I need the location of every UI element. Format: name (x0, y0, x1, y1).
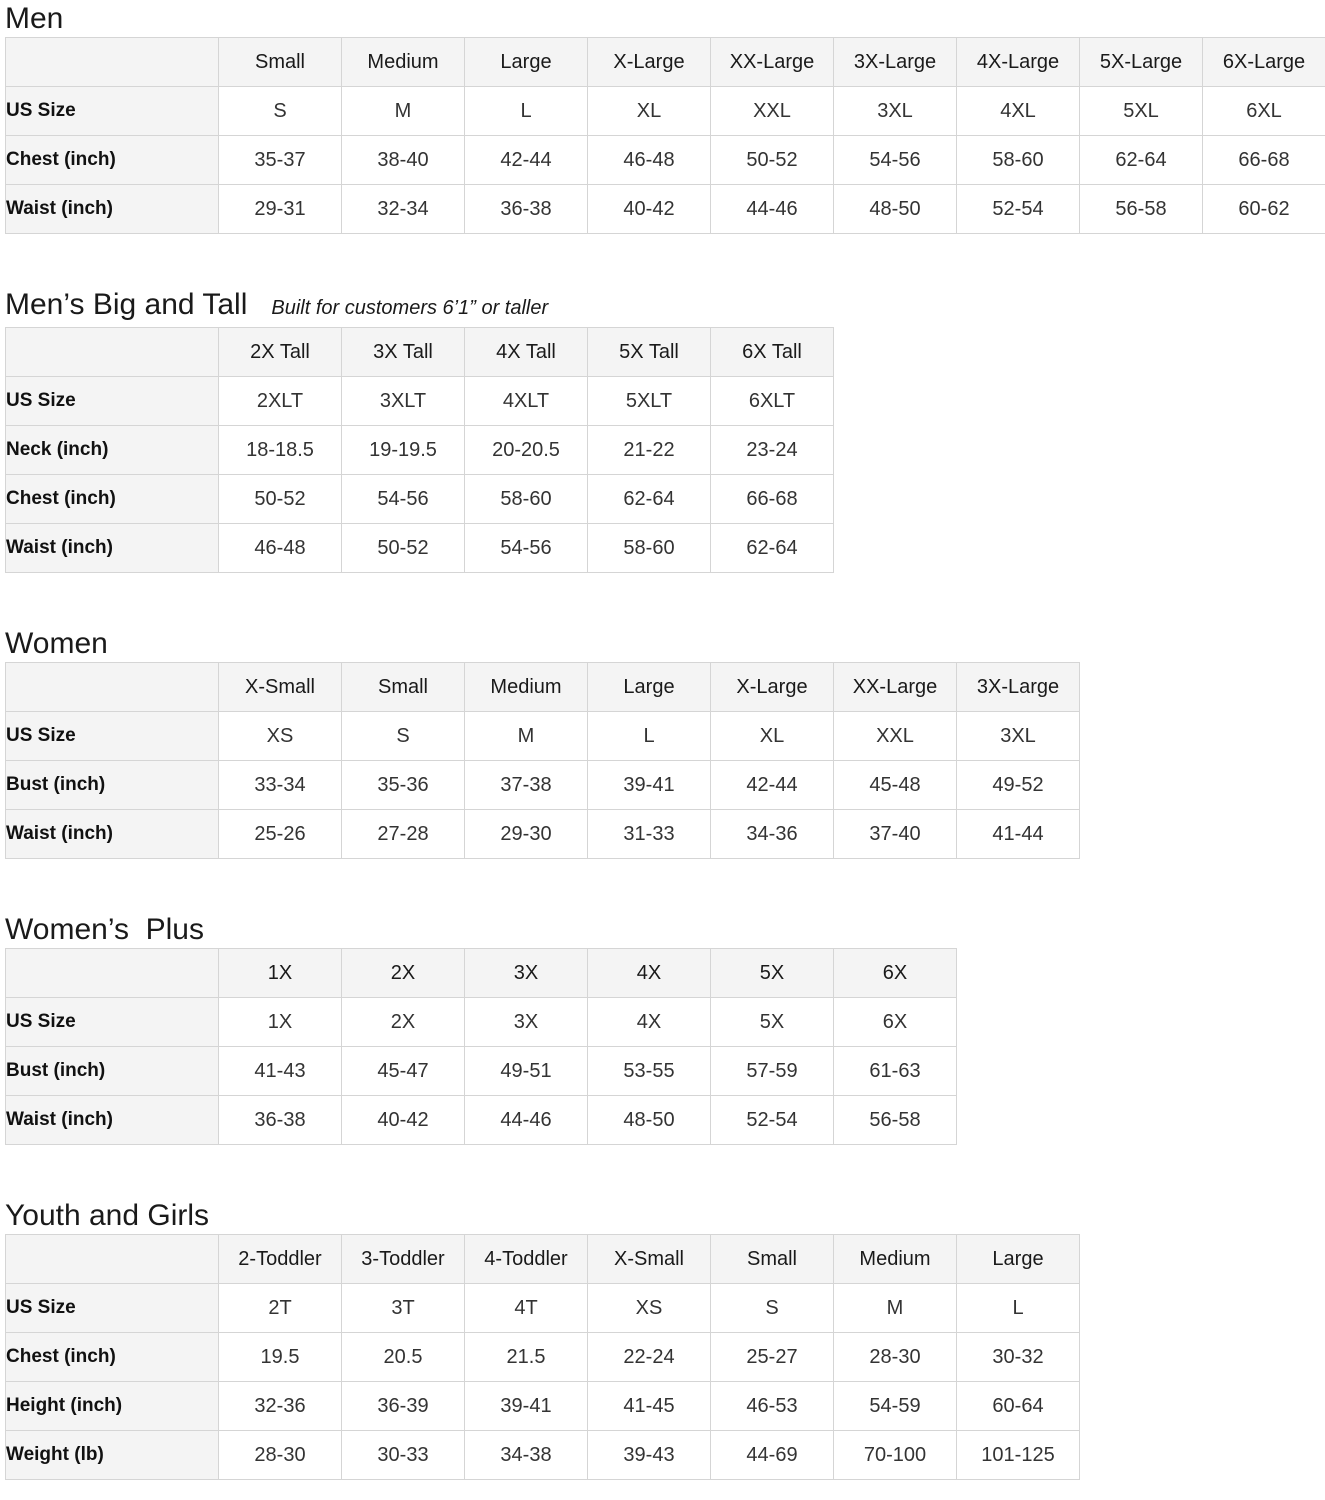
table-row (6, 377, 834, 426)
size-value-cell: 35-36 (342, 761, 465, 810)
size-value-cell: S (342, 712, 465, 761)
header-row (6, 663, 1080, 712)
column-header: XX-Large (834, 663, 957, 712)
size-value-cell: 32-36 (219, 1382, 342, 1431)
size-value-cell: 46-53 (711, 1382, 834, 1431)
size-value-cell: 34-36 (711, 810, 834, 859)
header-row (6, 1235, 1080, 1284)
column-header: 2X Tall (219, 328, 342, 377)
men-table (5, 37, 1325, 234)
row-label: Waist (inch) (6, 185, 219, 234)
row-label: Weight (lb) (6, 1431, 219, 1480)
size-value-cell: 46-48 (588, 136, 711, 185)
column-header: X-Large (711, 663, 834, 712)
column-header: XX-Large (711, 38, 834, 87)
row-label: Neck (inch) (6, 426, 219, 475)
size-value-cell: 34-38 (465, 1431, 588, 1480)
table-row (6, 475, 834, 524)
table-row (6, 1096, 957, 1145)
row-label: US Size (6, 1284, 219, 1333)
size-value-cell: 70-100 (834, 1431, 957, 1480)
corner-cell (6, 38, 219, 87)
size-value-cell: 46-48 (219, 524, 342, 573)
table-row (6, 136, 1325, 185)
table-row (6, 1047, 957, 1096)
column-header: Small (342, 663, 465, 712)
column-header: 3X (465, 949, 588, 998)
section-heading (5, 287, 1320, 326)
column-header: X-Small (219, 663, 342, 712)
size-value-cell: 44-69 (711, 1431, 834, 1480)
header-row (6, 38, 1325, 87)
size-value-cell: 4XL (957, 87, 1080, 136)
table-row (6, 998, 957, 1047)
size-value-cell: 19-19.5 (342, 426, 465, 475)
size-value-cell: 62-64 (1080, 136, 1203, 185)
column-header: 5X Tall (588, 328, 711, 377)
size-value-cell: 5XLT (588, 377, 711, 426)
size-value-cell: 30-32 (957, 1333, 1080, 1382)
column-header: Small (219, 38, 342, 87)
size-value-cell: 5XL (1080, 87, 1203, 136)
size-value-cell: 41-44 (957, 810, 1080, 859)
size-value-cell: 66-68 (1203, 136, 1325, 185)
size-value-cell: 60-64 (957, 1382, 1080, 1431)
size-value-cell: 62-64 (588, 475, 711, 524)
size-value-cell: 4XLT (465, 377, 588, 426)
column-header: X-Large (588, 38, 711, 87)
size-value-cell: 61-63 (834, 1047, 957, 1096)
column-header: 5X-Large (1080, 38, 1203, 87)
size-value-cell: 53-55 (588, 1047, 711, 1096)
column-header: 1X (219, 949, 342, 998)
size-value-cell: 62-64 (711, 524, 834, 573)
size-value-cell: 39-41 (465, 1382, 588, 1431)
size-value-cell: 54-56 (342, 475, 465, 524)
size-value-cell: 27-28 (342, 810, 465, 859)
section-title: Women’s Plus (5, 913, 204, 946)
row-label: US Size (6, 998, 219, 1047)
size-value-cell: M (465, 712, 588, 761)
size-value-cell: 54-56 (834, 136, 957, 185)
size-value-cell: XXL (834, 712, 957, 761)
size-value-cell: 45-47 (342, 1047, 465, 1096)
size-value-cell: M (834, 1284, 957, 1333)
row-label: Bust (inch) (6, 761, 219, 810)
size-value-cell: 6X (834, 998, 957, 1047)
table-row (6, 761, 1080, 810)
table-row (6, 1431, 1080, 1480)
size-value-cell: 23-24 (711, 426, 834, 475)
size-value-cell: 50-52 (342, 524, 465, 573)
size-value-cell: 56-58 (1080, 185, 1203, 234)
column-header: 3X-Large (957, 663, 1080, 712)
size-value-cell: 58-60 (588, 524, 711, 573)
size-value-cell: 32-34 (342, 185, 465, 234)
table-row (6, 1284, 1080, 1333)
size-value-cell: 39-41 (588, 761, 711, 810)
size-value-cell: L (465, 87, 588, 136)
size-value-cell: 45-48 (834, 761, 957, 810)
size-value-cell: 58-60 (465, 475, 588, 524)
size-value-cell: 54-56 (465, 524, 588, 573)
size-value-cell: 50-52 (219, 475, 342, 524)
size-value-cell: 18-18.5 (219, 426, 342, 475)
row-label: US Size (6, 712, 219, 761)
column-header: 3-Toddler (342, 1235, 465, 1284)
size-value-cell: 29-30 (465, 810, 588, 859)
size-value-cell: L (957, 1284, 1080, 1333)
size-value-cell: 101-125 (957, 1431, 1080, 1480)
size-value-cell: 39-43 (588, 1431, 711, 1480)
size-value-cell: 35-37 (219, 136, 342, 185)
row-label: Chest (inch) (6, 1333, 219, 1382)
size-value-cell: 22-24 (588, 1333, 711, 1382)
size-value-cell: 5X (711, 998, 834, 1047)
column-header: 4X (588, 949, 711, 998)
section-title: Women (5, 627, 108, 660)
size-value-cell: XXL (711, 87, 834, 136)
table-row (6, 87, 1325, 136)
column-header: Medium (465, 663, 588, 712)
size-value-cell: 36-38 (219, 1096, 342, 1145)
table-row (6, 426, 834, 475)
size-value-cell: 31-33 (588, 810, 711, 859)
size-value-cell: XL (588, 87, 711, 136)
size-value-cell: 28-30 (219, 1431, 342, 1480)
row-label: Waist (inch) (6, 810, 219, 859)
size-value-cell: L (588, 712, 711, 761)
size-value-cell: 20-20.5 (465, 426, 588, 475)
size-value-cell: 3X (465, 998, 588, 1047)
column-header: Medium (342, 38, 465, 87)
size-value-cell: 56-58 (834, 1096, 957, 1145)
size-value-cell: S (711, 1284, 834, 1333)
column-header: X-Small (588, 1235, 711, 1284)
section-youth-and-girls (5, 1198, 1320, 1480)
row-label: Chest (inch) (6, 136, 219, 185)
row-label: Bust (inch) (6, 1047, 219, 1096)
column-header: 4X Tall (465, 328, 588, 377)
section-mens-big-and-tall (5, 287, 1320, 573)
size-value-cell: 40-42 (588, 185, 711, 234)
size-value-cell: 40-42 (342, 1096, 465, 1145)
column-header: Small (711, 1235, 834, 1284)
size-value-cell: 30-33 (342, 1431, 465, 1480)
size-value-cell: 36-38 (465, 185, 588, 234)
size-value-cell: 57-59 (711, 1047, 834, 1096)
row-label: Waist (inch) (6, 1096, 219, 1145)
size-value-cell: 2T (219, 1284, 342, 1333)
table-row (6, 712, 1080, 761)
size-value-cell: 1X (219, 998, 342, 1047)
size-value-cell: 52-54 (957, 185, 1080, 234)
section-womens-plus (5, 912, 1320, 1145)
size-value-cell: 29-31 (219, 185, 342, 234)
women-table (5, 662, 1080, 859)
column-header: 3X-Large (834, 38, 957, 87)
section-heading (5, 1198, 1320, 1233)
table-row (6, 1333, 1080, 1382)
corner-cell (6, 1235, 219, 1284)
column-header: 4-Toddler (465, 1235, 588, 1284)
size-value-cell: 20.5 (342, 1333, 465, 1382)
size-value-cell: 41-43 (219, 1047, 342, 1096)
column-header: 6X-Large (1203, 38, 1325, 87)
section-men (5, 1, 1320, 234)
size-value-cell: 44-46 (711, 185, 834, 234)
size-value-cell: 66-68 (711, 475, 834, 524)
size-value-cell: 42-44 (465, 136, 588, 185)
corner-cell (6, 328, 219, 377)
table-row (6, 185, 1325, 234)
size-value-cell: 37-40 (834, 810, 957, 859)
size-value-cell: S (219, 87, 342, 136)
column-header: 2X (342, 949, 465, 998)
size-value-cell: 42-44 (711, 761, 834, 810)
size-value-cell: 38-40 (342, 136, 465, 185)
size-value-cell: 54-59 (834, 1382, 957, 1431)
row-label: Height (inch) (6, 1382, 219, 1431)
size-value-cell: 48-50 (834, 185, 957, 234)
size-value-cell: 28-30 (834, 1333, 957, 1382)
column-header: 3X Tall (342, 328, 465, 377)
section-title: Men’s Big and Tall (5, 288, 248, 321)
size-value-cell: 58-60 (957, 136, 1080, 185)
section-heading (5, 912, 1320, 947)
size-value-cell: 3T (342, 1284, 465, 1333)
column-header: 6X (834, 949, 957, 998)
size-value-cell: XS (588, 1284, 711, 1333)
row-label: Chest (inch) (6, 475, 219, 524)
mens-big-and-tall-table (5, 327, 834, 573)
size-value-cell: XL (711, 712, 834, 761)
corner-cell (6, 663, 219, 712)
column-header: 4X-Large (957, 38, 1080, 87)
size-value-cell: XS (219, 712, 342, 761)
header-row (6, 328, 834, 377)
size-value-cell: 3XLT (342, 377, 465, 426)
section-heading (5, 626, 1320, 661)
size-value-cell: 49-51 (465, 1047, 588, 1096)
size-value-cell: 52-54 (711, 1096, 834, 1145)
section-women (5, 626, 1320, 859)
size-value-cell: 60-62 (1203, 185, 1325, 234)
column-header: Large (588, 663, 711, 712)
size-value-cell: 21-22 (588, 426, 711, 475)
size-value-cell: 25-27 (711, 1333, 834, 1382)
size-value-cell: 2X (342, 998, 465, 1047)
column-header: Medium (834, 1235, 957, 1284)
size-value-cell: 36-39 (342, 1382, 465, 1431)
header-row (6, 949, 957, 998)
table-row (6, 1382, 1080, 1431)
size-value-cell: 3XL (834, 87, 957, 136)
section-heading (5, 1, 1320, 36)
size-value-cell: 4T (465, 1284, 588, 1333)
size-value-cell: 6XL (1203, 87, 1325, 136)
section-title: Youth and Girls (5, 1199, 210, 1232)
size-value-cell: 44-46 (465, 1096, 588, 1145)
table-row (6, 524, 834, 573)
size-value-cell: 6XLT (711, 377, 834, 426)
section-subtitle: Built for customers 6’1” or taller (271, 297, 549, 319)
column-header: 5X (711, 949, 834, 998)
size-value-cell: 3XL (957, 712, 1080, 761)
column-header: 6X Tall (711, 328, 834, 377)
column-header: Large (957, 1235, 1080, 1284)
row-label: Waist (inch) (6, 524, 219, 573)
womens-plus-table (5, 948, 957, 1145)
size-value-cell: 41-45 (588, 1382, 711, 1431)
size-value-cell: 4X (588, 998, 711, 1047)
row-label: US Size (6, 377, 219, 426)
size-value-cell: 37-38 (465, 761, 588, 810)
size-value-cell: M (342, 87, 465, 136)
size-value-cell: 50-52 (711, 136, 834, 185)
section-title: Men (5, 2, 64, 35)
column-header: Large (465, 38, 588, 87)
youth-and-girls-table (5, 1234, 1080, 1480)
column-header: 2-Toddler (219, 1235, 342, 1284)
row-label: US Size (6, 87, 219, 136)
size-value-cell: 25-26 (219, 810, 342, 859)
size-value-cell: 2XLT (219, 377, 342, 426)
size-value-cell: 49-52 (957, 761, 1080, 810)
size-value-cell: 48-50 (588, 1096, 711, 1145)
size-value-cell: 19.5 (219, 1333, 342, 1382)
corner-cell (6, 949, 219, 998)
table-row (6, 810, 1080, 859)
size-value-cell: 21.5 (465, 1333, 588, 1382)
size-value-cell: 33-34 (219, 761, 342, 810)
